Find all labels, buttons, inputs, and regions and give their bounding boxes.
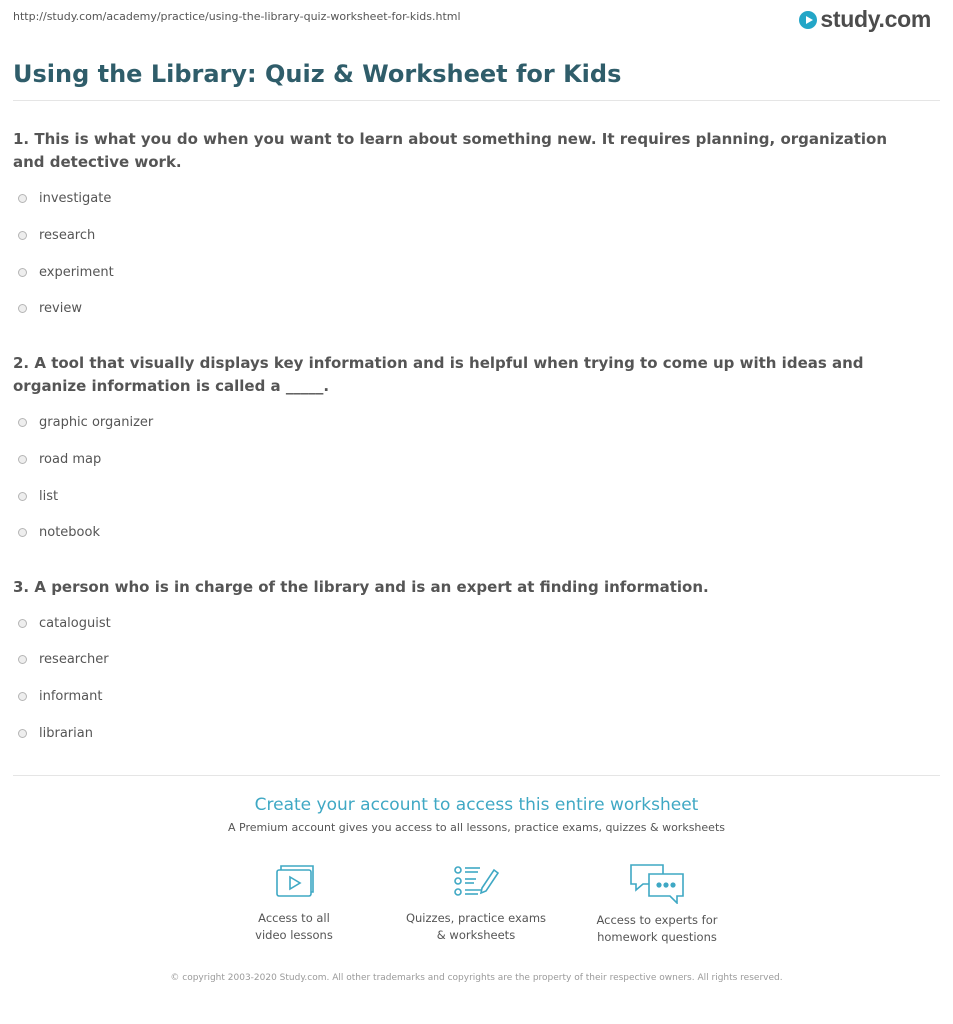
- answer-option[interactable]: [18, 616, 111, 631]
- answer-option[interactable]: [18, 489, 58, 504]
- option-label: notebook: [39, 525, 100, 540]
- answer-option[interactable]: [18, 525, 100, 540]
- answer-option[interactable]: [18, 689, 102, 704]
- option-label: investigate: [39, 191, 112, 206]
- feature-line: Access to all: [258, 911, 330, 925]
- option-label: cataloguist: [39, 616, 111, 631]
- answer-option[interactable]: [18, 265, 114, 280]
- option-label: list: [39, 489, 59, 504]
- quiz-checklist-icon: [452, 862, 500, 902]
- feature-quizzes: [396, 862, 556, 944]
- radio-button[interactable]: [18, 619, 27, 628]
- option-label: graphic organizer: [39, 415, 154, 430]
- radio-button[interactable]: [18, 692, 27, 701]
- create-account-link[interactable]: Create your account to access this entire worksheet: [254, 795, 699, 815]
- question-2: 2. A tool that visually displays key information and is helpful when trying to come up with ideas and organize information is called a _____.: [13, 354, 864, 395]
- radio-button[interactable]: [18, 455, 27, 464]
- option-label: review: [39, 301, 82, 316]
- answer-option[interactable]: [18, 452, 101, 467]
- radio-button[interactable]: [18, 268, 27, 277]
- answer-option[interactable]: [18, 415, 153, 430]
- answer-option[interactable]: [18, 301, 82, 316]
- option-label: research: [39, 228, 96, 243]
- option-label: road map: [39, 452, 102, 467]
- video-lessons-icon: [272, 862, 316, 902]
- page-url: http://study.com/academy/practice/using-the-library-quiz-worksheet-for-kids.html: [13, 10, 461, 23]
- radio-button[interactable]: [18, 729, 27, 738]
- option-label: librarian: [39, 726, 93, 741]
- answer-option[interactable]: [18, 228, 95, 243]
- feature-line: video lessons: [255, 928, 333, 942]
- divider: [13, 775, 940, 776]
- feature-line: homework questions: [597, 930, 717, 944]
- feature-line: Access to experts for: [596, 913, 718, 927]
- feature-experts: [577, 862, 737, 946]
- chat-bubbles-icon: [629, 862, 685, 904]
- answer-option[interactable]: [18, 191, 111, 206]
- feature-video-lessons: [214, 862, 374, 944]
- answer-option[interactable]: [18, 726, 93, 741]
- option-label: informant: [39, 689, 103, 704]
- copyright-text: © copyright 2003-2020 Study.com. All other trademarks and copyrights are the property of their respective owners. All rights reserved.: [170, 973, 783, 983]
- radio-button[interactable]: [18, 655, 27, 664]
- feature-line: Quizzes, practice exams: [405, 911, 547, 925]
- option-label: researcher: [39, 652, 109, 667]
- study-logo[interactable]: [799, 6, 931, 33]
- divider: [13, 100, 940, 101]
- radio-button[interactable]: [18, 528, 27, 537]
- question-3: 3. A person who is in charge of the library and is an expert at finding information.: [13, 578, 709, 596]
- radio-button[interactable]: [18, 231, 27, 240]
- cta-subtitle: A Premium account gives you access to all lessons, practice exams, quizzes & worksheets: [228, 821, 725, 834]
- question-1: 1. This is what you do when you want to learn about something new. It requires planning, organization and detective work.: [13, 130, 887, 171]
- answer-option[interactable]: [18, 652, 109, 667]
- logo-text: study.com: [820, 6, 931, 32]
- radio-button[interactable]: [18, 194, 27, 203]
- play-circle-icon: [799, 11, 817, 29]
- option-label: experiment: [39, 265, 114, 280]
- radio-button[interactable]: [18, 418, 27, 427]
- radio-button[interactable]: [18, 304, 27, 313]
- page-title: Using the Library: Quiz & Worksheet for Kids: [13, 60, 622, 88]
- feature-line: & worksheets: [436, 928, 516, 942]
- radio-button[interactable]: [18, 492, 27, 501]
